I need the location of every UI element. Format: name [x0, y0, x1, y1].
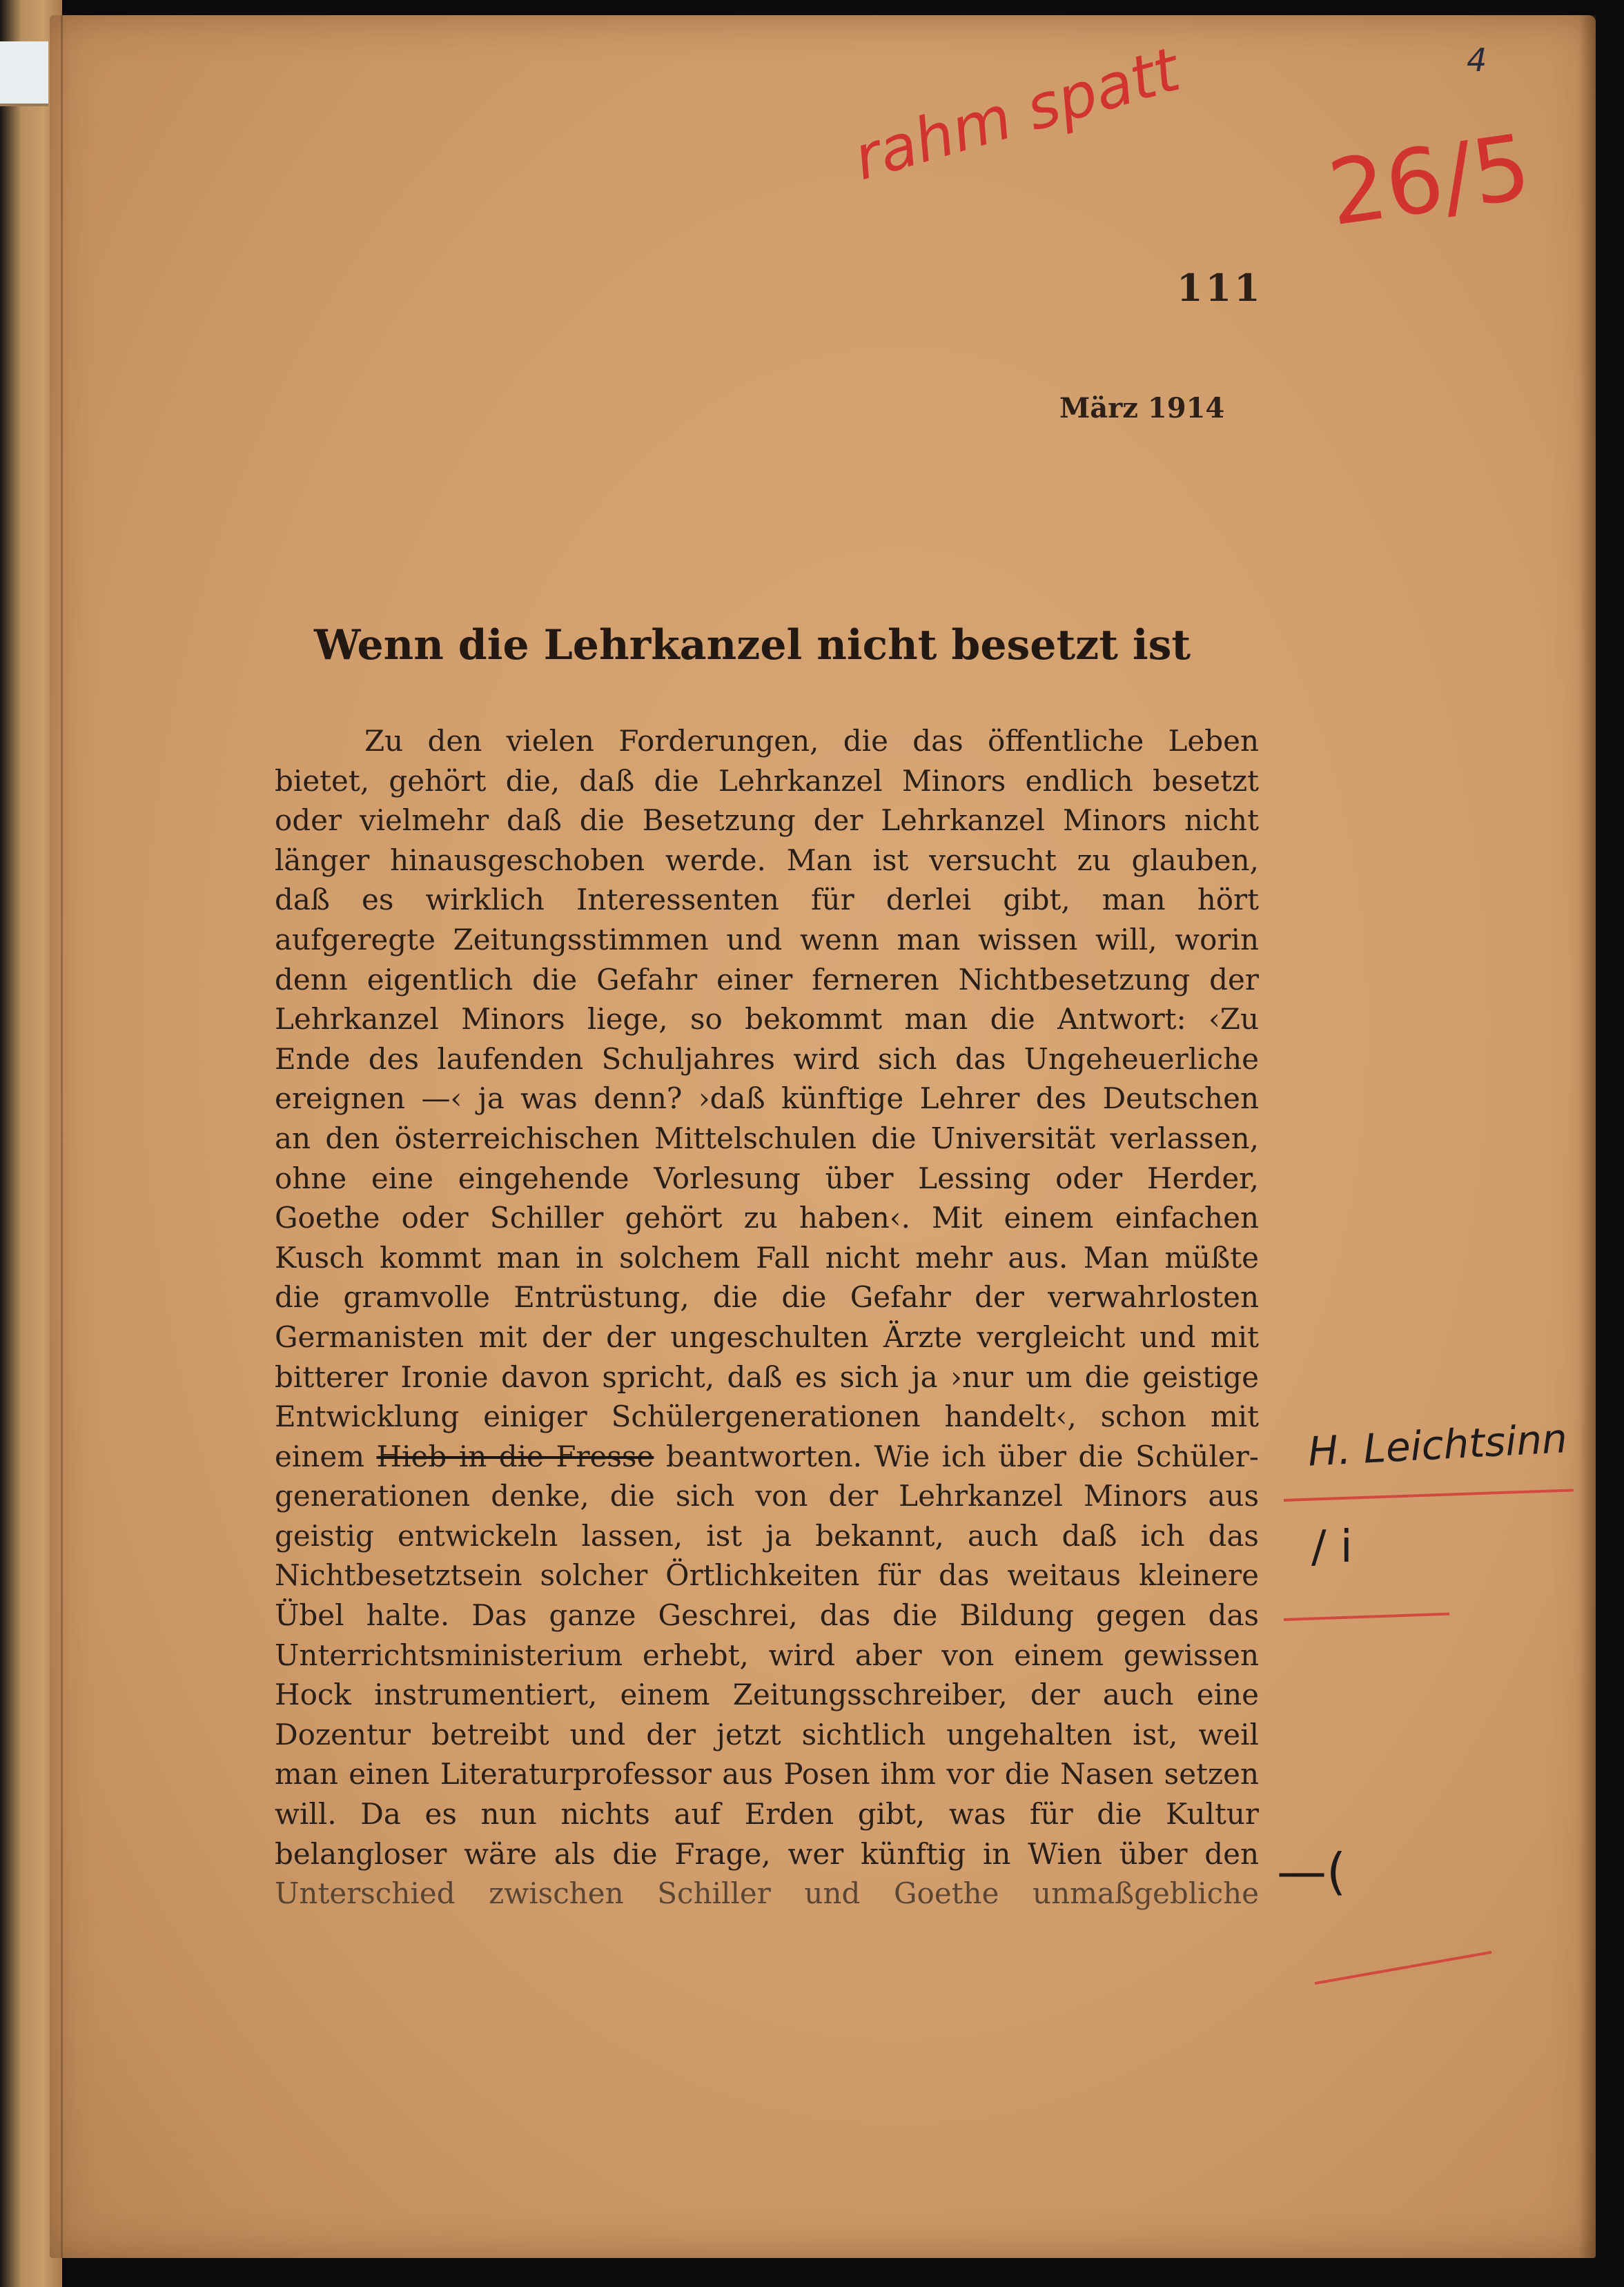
body-line: Kusch kommt man in solchem Fall nicht mehr aus. Man müßte	[275, 1240, 1259, 1275]
body-line: man einen Literaturprofessor aus Posen ihm vor die Nasen setzen	[275, 1757, 1259, 1792]
margin-note-insertion: H. Leichtsinn	[1307, 1415, 1569, 1475]
body-line: geistig entwickeln lassen, ist ja bekannt, auch daß ich das	[275, 1518, 1259, 1553]
body-line: bitterer Ironie davon spricht, daß es sich ja ›nur um die geistige	[275, 1360, 1259, 1394]
struck-phrase: Hieb in die Fresse	[376, 1439, 654, 1473]
body-line: Hock instrumentiert, einem Zeitungsschreiber, der auch eine	[275, 1678, 1259, 1712]
body-line: bietet, gehört die, daß die Lehrkanzel Minors endlich besetzt	[275, 763, 1259, 798]
body-line: belangloser wäre als die Frage, wer künftig in Wien über den	[275, 1836, 1259, 1871]
body-line: Lehrkanzel Minors liege, so bekommt man die Antwort: ‹Zu	[275, 1002, 1259, 1037]
body-line: Nichtbesetztsein solcher Örtlichkeiten für das weitaus kleinere	[275, 1558, 1259, 1593]
body-line: oder vielmehr daß die Besetzung der Lehrkanzel Minors nicht	[275, 803, 1259, 838]
body-line: Zu den vielen Forderungen, die das öffentliche Leben	[364, 724, 1259, 758]
body-line: Dozentur betreibt und der jetzt sichtlich ungehalten ist, weil	[275, 1717, 1259, 1751]
binding-tape	[0, 41, 48, 106]
body-line-with-strikeout	[275, 1437, 1259, 1477]
page-edge-shadow	[1579, 15, 1596, 2258]
body-line: Übel halte. Das ganze Geschrei, das die Bildung gegen das	[275, 1598, 1259, 1633]
article-title: Wenn die Lehrkanzel nicht besetzt ist	[314, 621, 1191, 669]
body-line: an den österreichischen Mittelschulen die Universität verlassen,	[275, 1121, 1259, 1155]
body-line: Ende des laufenden Schuljahres wird sich das Ungeheuerliche	[275, 1041, 1259, 1076]
body-line: aufgeregte Zeitungsstimmen und wenn man wissen will, worin	[275, 922, 1259, 956]
body-line: Entwicklung einiger Schülergenerationen handelt‹, schon mit	[275, 1400, 1259, 1434]
margin-note-comma: / i	[1311, 1522, 1353, 1573]
body-line: denn eigentlich die Gefahr einer ferneren Nichtbesetzung der	[275, 962, 1259, 997]
page-fold	[61, 15, 63, 2258]
body-line: daß es wirklich Interessenten für derlei gibt, man hört	[275, 883, 1259, 917]
body-line: ohne eine eingehende Vorlesung über Lessing oder Herder,	[275, 1161, 1259, 1195]
issue-date: März 1914	[1059, 392, 1225, 424]
issue-number: 111	[1177, 266, 1263, 310]
body-line: Goethe oder Schiller gehört zu haben‹. Mit einem einfachen	[275, 1201, 1259, 1235]
body-line: will. Da es nun nichts auf Erden gibt, was für die Kultur	[275, 1797, 1259, 1832]
line-end: beantworten. Wie ich über die Schüler-	[665, 1439, 1259, 1473]
margin-note-bracket: —(	[1277, 1843, 1347, 1901]
line-start: einem	[275, 1439, 365, 1473]
article-body	[275, 721, 1259, 1914]
body-line-cut-off: Unterschied zwischen Schiller und Goethe unmaßgebliche	[275, 1876, 1259, 1911]
body-line: Unterrichtsministerium erhebt, wird aber von einem gewissen	[275, 1638, 1259, 1672]
body-line: generationen denke, die sich von der Lehrkanzel Minors aus	[275, 1479, 1259, 1513]
red-top-number: 26/5	[1322, 114, 1537, 246]
body-line: ereignen —‹ ja was denn? ›daß künftige Lehrer des Deutschen	[275, 1081, 1259, 1116]
archive-page-number: 4	[1467, 41, 1487, 79]
body-line: länger hinausgeschoben werde. Man ist versucht zu glauben,	[275, 843, 1259, 877]
body-line: die gramvolle Entrüstung, die die Gefahr der verwahrlosten	[275, 1280, 1259, 1315]
body-line: Germanisten mit der der ungeschulten Ärzte vergleicht und mit	[275, 1319, 1259, 1354]
red-top-script: rahm spatt	[845, 33, 1187, 195]
